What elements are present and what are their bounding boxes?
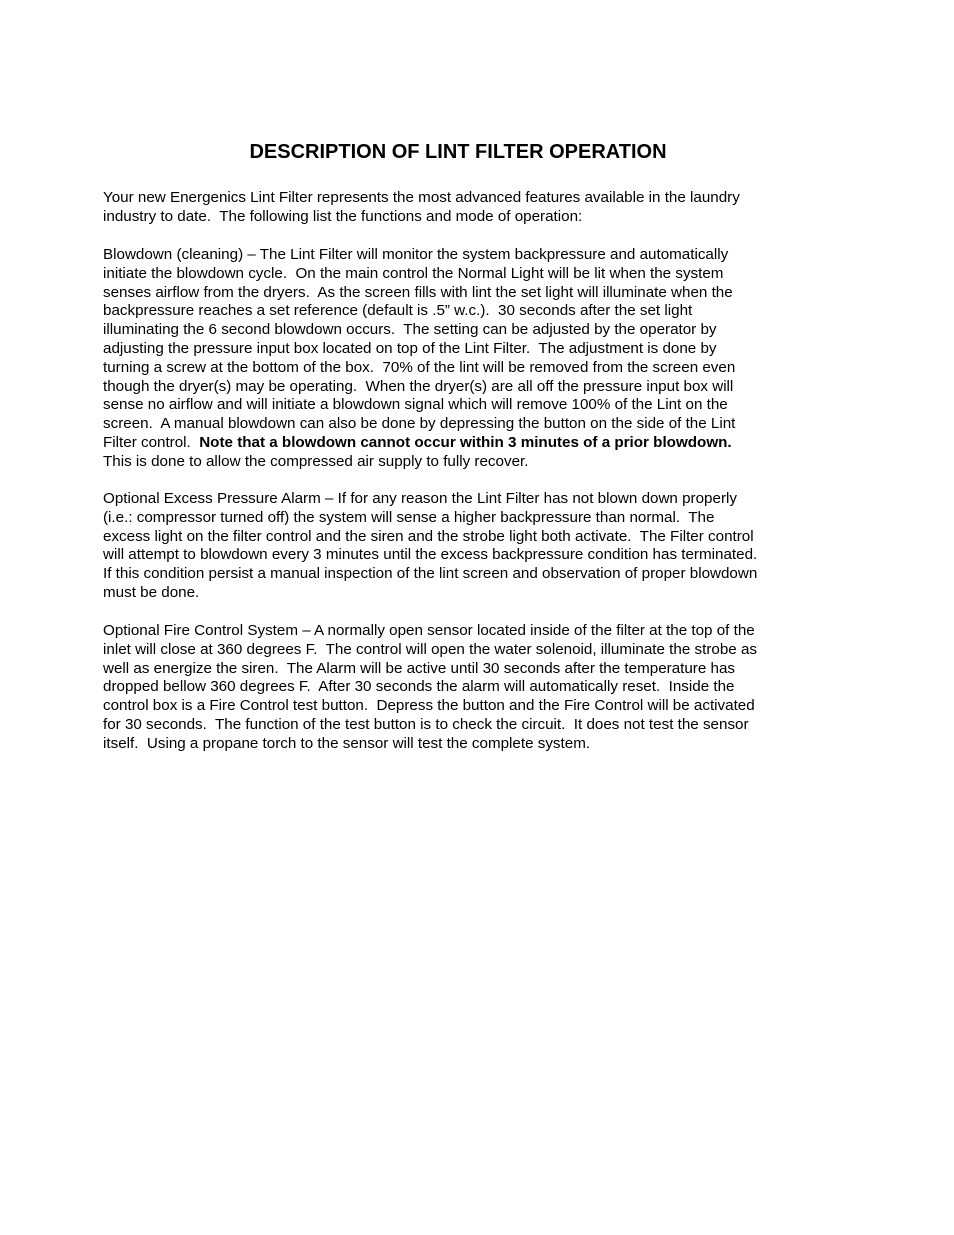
text-line: though the dryer(s) may be operating. When the dryer(s) are all off the pressure input box will [103,377,734,395]
intro-paragraph [103,189,823,227]
text-line: control box is a Fire Control test button. Depress the button and the Fire Control will be activated [103,697,755,715]
text-line: Optional Excess Pressure Alarm – If for any reason the Lint Filter has not blown down properly [103,490,737,507]
text-line: senses airflow from the dryers. As the screen fills with lint the set light will illuminate when the [103,283,733,301]
text-line: inlet will close at 360 degrees F. The control will open the water solenoid, illuminate the strobe as [103,640,757,658]
text-line: backpressure reaches a set reference (default is .5” w.c.). 30 seconds after the set light [103,302,693,320]
text-line: must be done. [103,583,200,601]
text-line: Your new Energenics Lint Filter represents the most advanced features available in the laundry [103,189,740,206]
text-line: screen. A manual blowdown can also be done by depressing the button on the side of the Lint [103,415,736,433]
blowdown-note: Note that a blowdown cannot occur within 3 minutes of a prior blowdown. [199,433,732,451]
text-segment: Filter control. [103,433,200,451]
text-line: turning a screw at the bottom of the box. 70% of the lint will be removed from the screen even [103,358,736,376]
page-title: DESCRIPTION OF LINT FILTER OPERATION [249,141,667,163]
text-line: Optional Fire Control System – A normally open sensor located inside of the filter at the top of the [103,622,755,639]
text-line: If this condition persist a manual inspection of the lint screen and observation of proper blowdown [103,565,758,583]
text-line: industry to date. The following list the functions and mode of operation: [103,207,583,225]
text-line: sense no airflow and will initiate a blowdown signal which will remove 100% of the Lint on the [103,396,728,414]
text-line: (i.e.: compressor turned off) the system will sense a higher backpressure than normal. The [103,508,715,526]
excess-pressure-paragraph [103,490,823,603]
text-line-with-note [103,434,823,453]
text-line: for 30 seconds. The function of the test button is to check the circuit. It does not test the sensor [103,715,749,733]
text-line: This is done to allow the compressed air supply to fully recover. [103,452,529,470]
blowdown-paragraph [103,246,823,472]
fire-control-paragraph [103,622,823,754]
text-line: illuminating the 6 second blowdown occurs. The setting can be adjusted by the operator by [103,321,717,339]
text-line: Blowdown (cleaning) – The Lint Filter will monitor the system backpressure and automatically [103,246,729,263]
text-line: excess light on the filter control and the siren and the strobe light both activate. The Filter control [103,527,754,545]
text-line: initiate the blowdown cycle. On the main control the Normal Light will be lit when the system [103,264,724,282]
text-line: dropped bellow 360 degrees F. After 30 seconds the alarm will automatically reset. Inside the [103,678,735,696]
text-line: itself. Using a propane torch to the sensor will test the complete system. [103,734,591,752]
text-line: will attempt to blowdown every 3 minutes until the excess backpressure condition has terminated. [103,546,758,564]
text-line: adjusting the pressure input box located on top of the Lint Filter. The adjustment is done by [103,339,717,357]
text-line: well as energize the siren. The Alarm will be active until 30 seconds after the temperature has [103,659,736,677]
